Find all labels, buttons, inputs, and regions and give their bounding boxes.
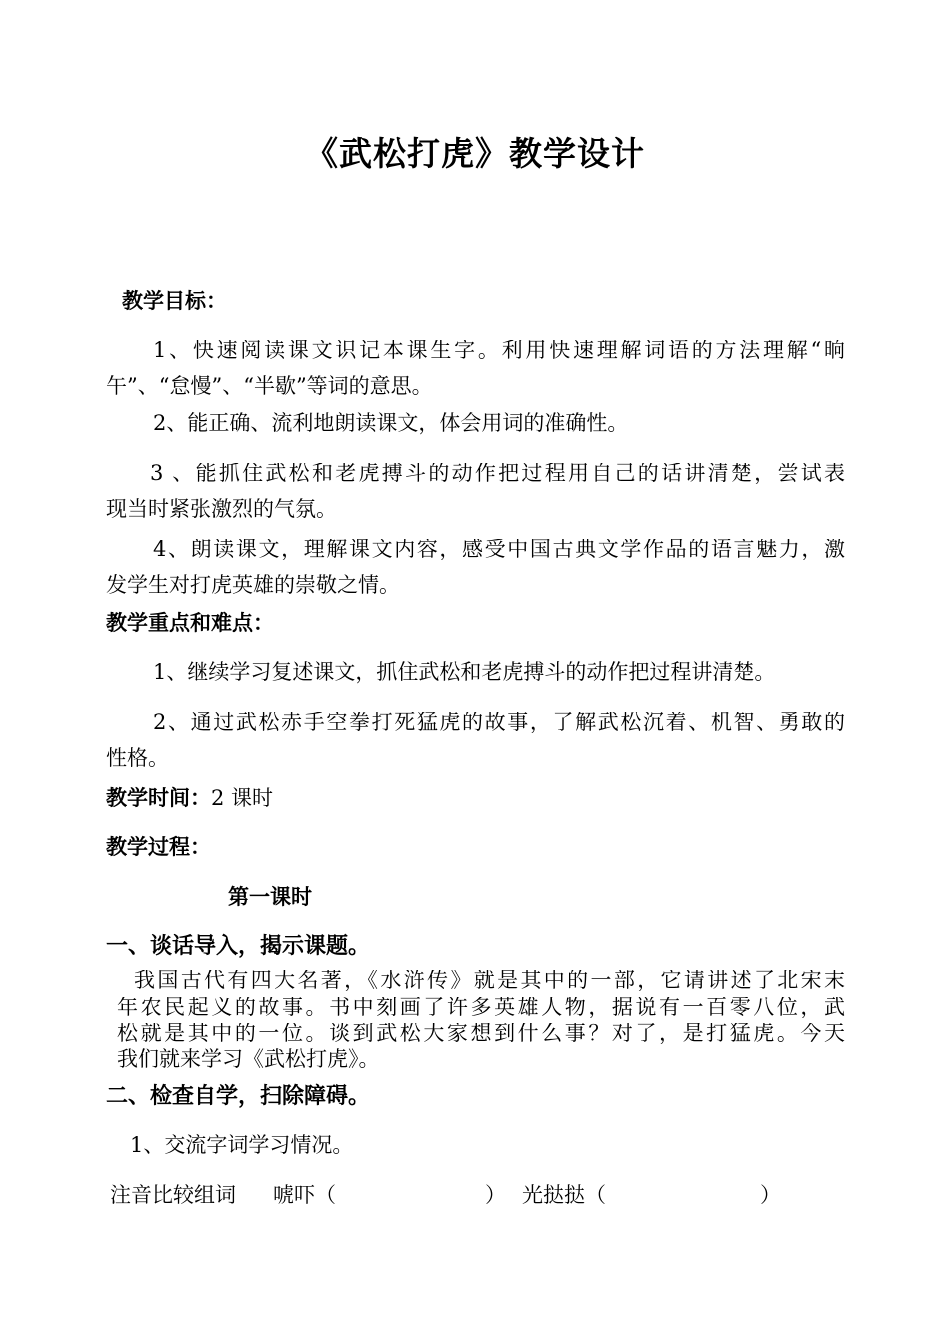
section-1-line-2: 年农民起义的故事。书中刻画了许多英雄人物，据说有一百零八位，武 bbox=[117, 997, 845, 1018]
key-point-2-line-1: 2、通过武松赤手空拳打死猛虎的故事，了解武松沉着、机智、勇敢的 bbox=[153, 712, 845, 733]
objectives-heading: 教学目标： bbox=[122, 288, 227, 313]
objective-3-line-2: 现当时紧张激烈的气氛。 bbox=[106, 497, 337, 521]
key-point-2-line-2: 性格。 bbox=[106, 746, 169, 770]
objective-1-line-1: 1、快速阅读课文识记本课生字。利用快速理解词语的方法理解“晌 bbox=[153, 340, 845, 361]
objective-2: 2、能正确、流利地朗读课文，体会用词的准确性。 bbox=[153, 411, 629, 435]
teaching-time-value: 2 课时 bbox=[211, 786, 274, 810]
key-point-1: 1、继续学习复述课文，抓住武松和老虎搏斗的动作把过程讲清楚。 bbox=[153, 660, 776, 684]
process-heading: 教学过程： bbox=[106, 834, 211, 859]
pinyin-word-2-close: ） bbox=[760, 1183, 781, 1207]
objective-4-line-2: 发学生对打虎英雄的崇敬之情。 bbox=[106, 573, 400, 597]
section-2-item-1: 1、交流字词学习情况。 bbox=[130, 1133, 354, 1157]
section-1-line-1: 我国古代有四大名著，《水浒传》就是其中的一部，它请讲述了北宋末 bbox=[134, 970, 845, 991]
teaching-time bbox=[106, 787, 273, 809]
objective-3-line-1: 3 、能抓住武松和老虎搏斗的动作把过程用自己的话讲清楚，尝试表 bbox=[150, 463, 845, 484]
lesson-1-heading: 第一课时 bbox=[228, 884, 312, 909]
objective-4-line-1: 4、朗读课文，理解课文内容，感受中国古典文学作品的语言魅力，激 bbox=[153, 539, 845, 560]
pinyin-word-1: 唬吓（ bbox=[273, 1183, 336, 1207]
document-title: 《武松打虎》教学设计 bbox=[305, 134, 645, 173]
key-points-heading: 教学重点和难点： bbox=[106, 610, 274, 635]
section-1-heading: 一、谈话导入，揭示课题。 bbox=[106, 933, 371, 959]
pinyin-word-2: 光挞挞（ bbox=[522, 1183, 606, 1207]
teaching-time-label: 教学时间： bbox=[106, 785, 211, 810]
pinyin-word-1-close: ） bbox=[485, 1183, 506, 1207]
section-2-heading: 二、检查自学，扫除障碍。 bbox=[106, 1083, 371, 1109]
pinyin-row-label: 注音比较组词 bbox=[110, 1183, 236, 1207]
section-1-line-4: 我们就来学习《武松打虎》。 bbox=[117, 1047, 380, 1071]
section-1-line-3: 松就是其中的一位。谈到武松大家想到什么事？对了，是打猛虎。今天 bbox=[117, 1023, 845, 1044]
objective-1-line-2: 午”、“怠慢”、“半歇”等词的意思。 bbox=[106, 374, 433, 398]
